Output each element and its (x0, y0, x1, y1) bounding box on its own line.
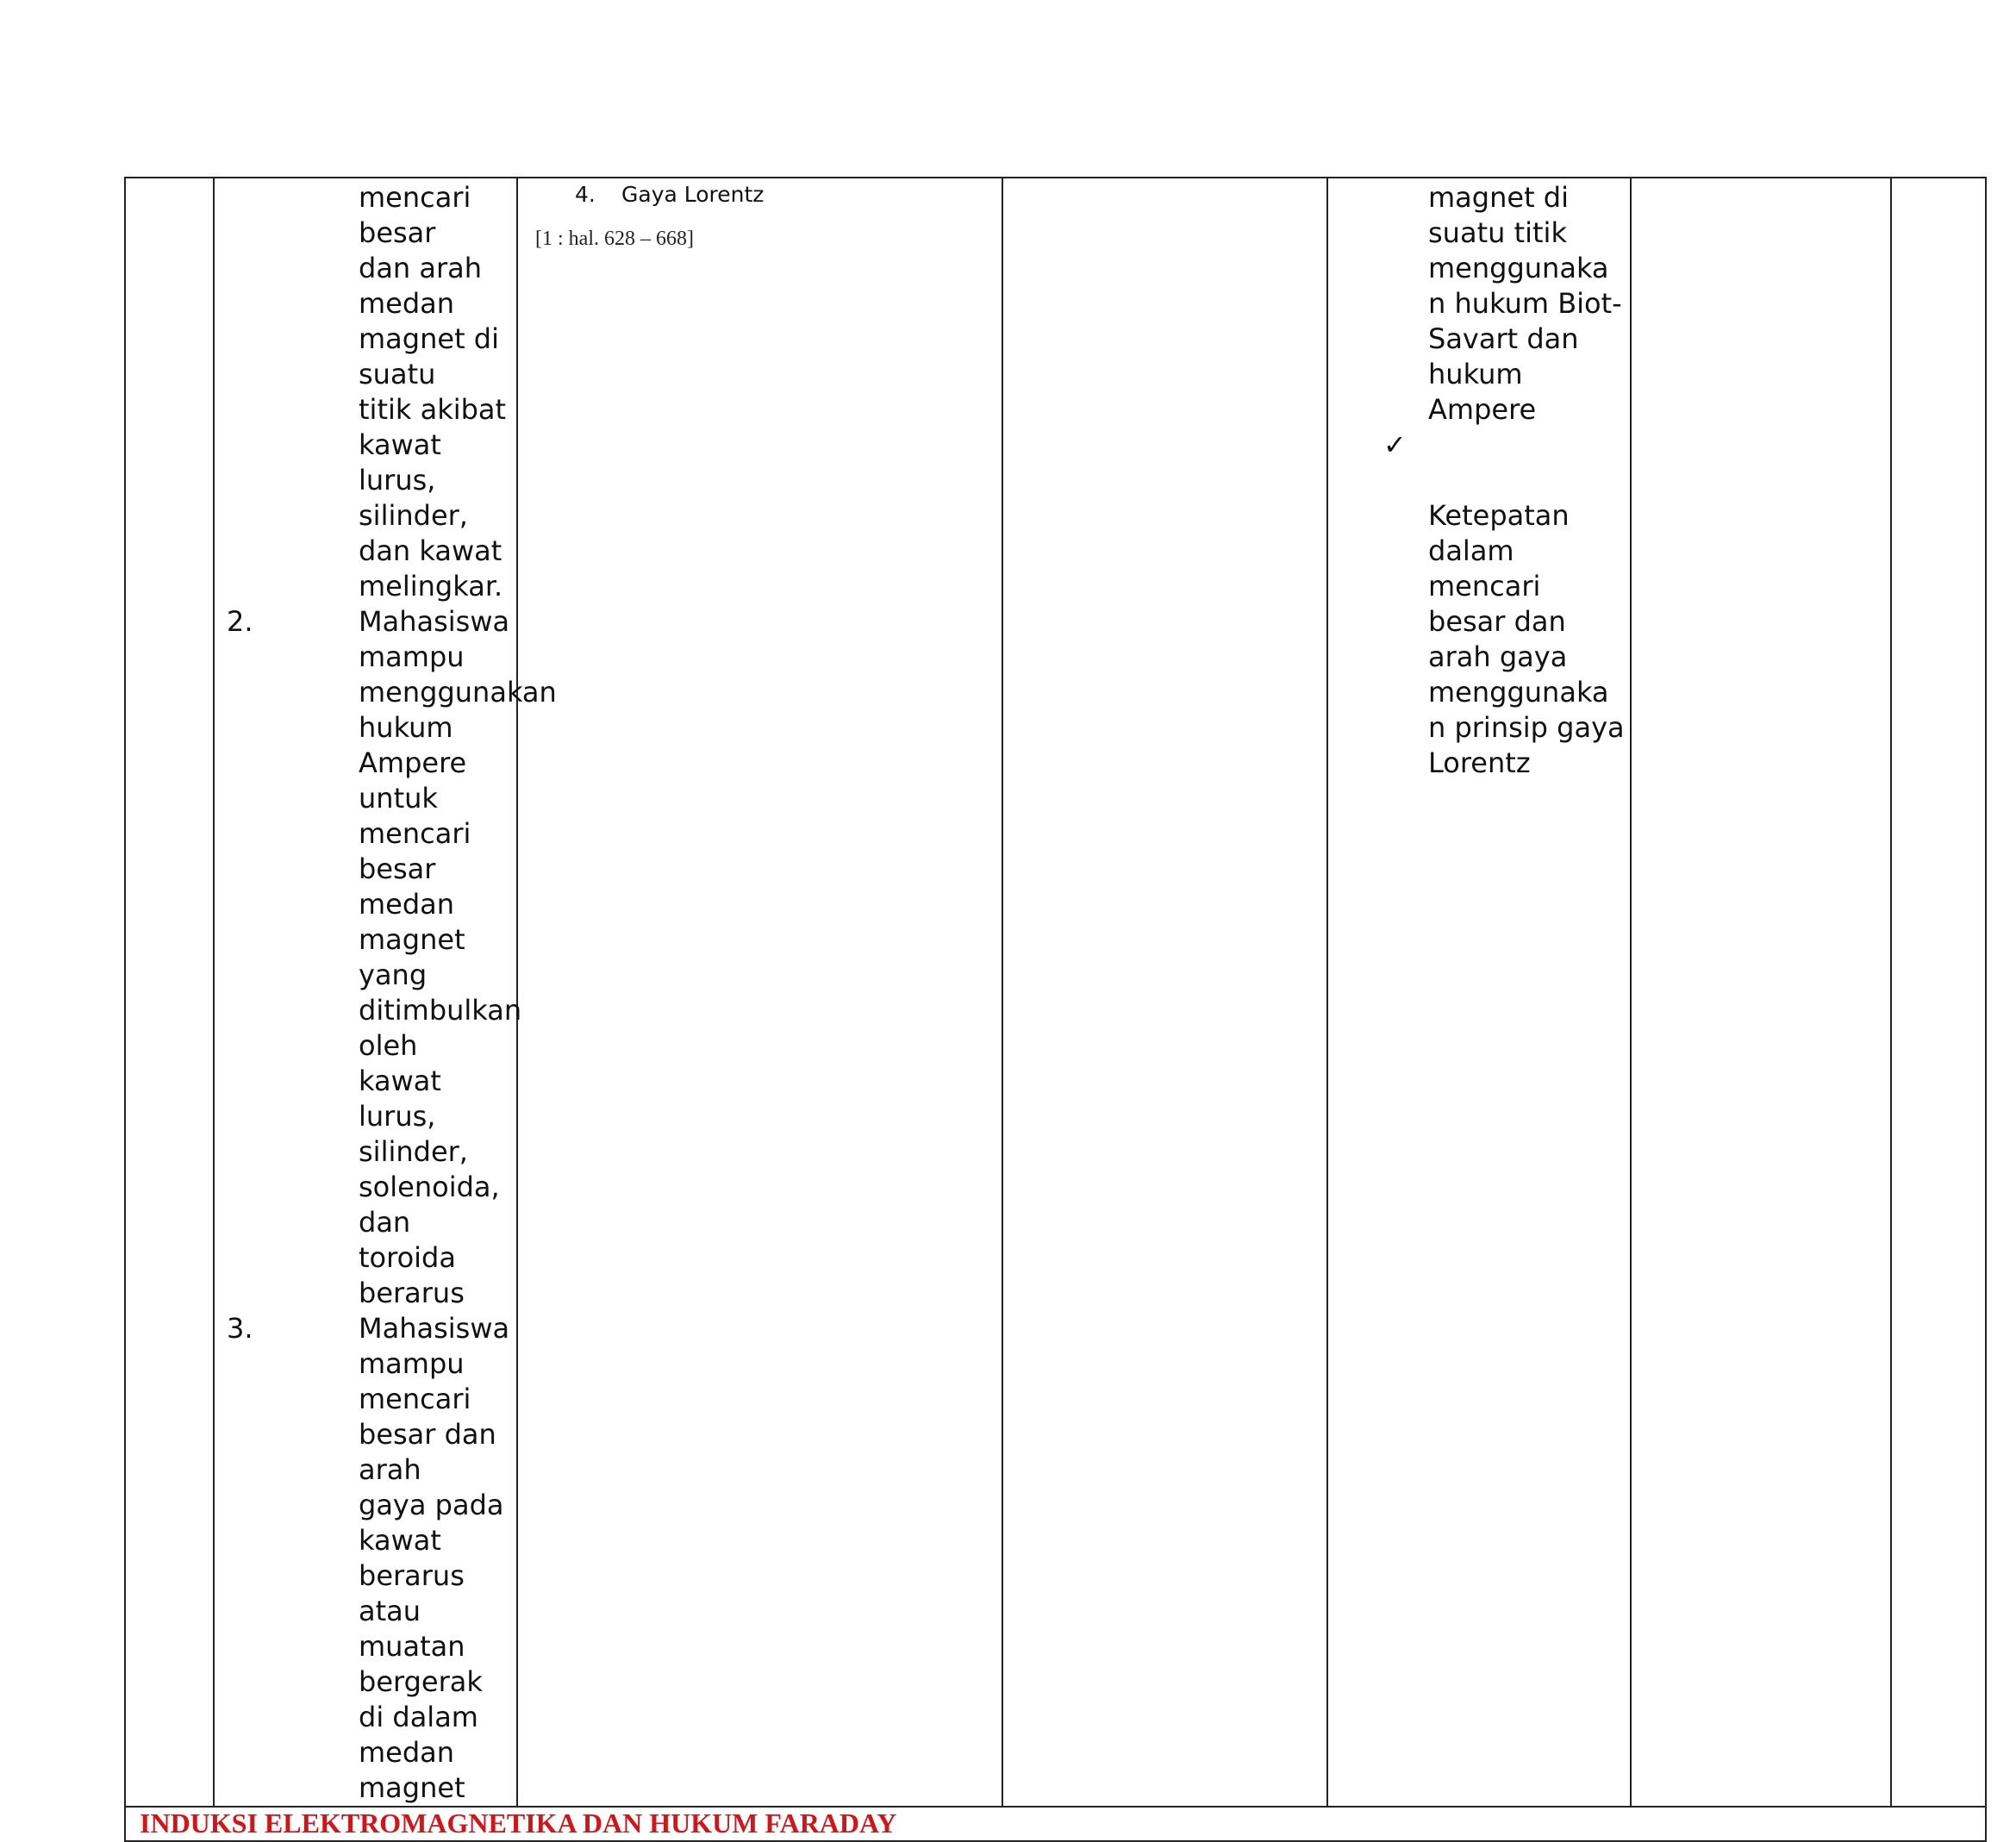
table-row (125, 1807, 1986, 1841)
list-item (215, 1311, 516, 1806)
table-row (125, 178, 1986, 1807)
list-number: 2. (227, 605, 253, 638)
objectives-cell (214, 178, 557, 1807)
criteria-item (1328, 428, 1630, 781)
objective-list (215, 604, 557, 1806)
method-cell (1002, 178, 1327, 1807)
objective-continuation: mencari besar dan arah medan magnet di suatu titik akibat kawat lurus, silinder, dan kawat melingkar. (359, 181, 507, 603)
reference-text: [1 : hal. 628 – 668] (535, 228, 694, 250)
assessment-cell (1631, 178, 1891, 1807)
list-text: Mahasiswa mampu mencari besar dan arah gaya pada kawat berarus atau muatan bergerak di dalam medan magnet (359, 1312, 510, 1804)
topic-text: Gaya Lorentz (621, 182, 765, 207)
course-plan-table (124, 177, 1987, 1842)
criteria-cell (1327, 178, 1631, 1807)
topic-item (535, 182, 1002, 207)
criteria-continuation: magnet di suatu titik menggunaka n hukum Biot- Savart dan hukum Ampere (1428, 181, 1622, 426)
topics-cell (517, 178, 1002, 1807)
check-icon: ✓ (1383, 428, 1407, 461)
section-title: INDUKSI ELEKTROMAGNETIKA DAN HUKUM FARADAY (125, 1807, 1986, 1841)
topic-number: 4. (575, 182, 596, 207)
list-text: Mahasiswa mampu menggunakan hukum Ampere untuk mencari besar medan magnet yang ditimbulkan oleh kawat lurus, silinder, solenoida, dan toroida berarus (359, 605, 557, 1309)
list-item (215, 604, 557, 1311)
criteria-text: Ketepatan dalam mencari besar dan arah gaya menggunaka n prinsip gaya Lorentz (1428, 499, 1625, 779)
list-number: 3. (227, 1312, 253, 1345)
week-cell (125, 178, 214, 1807)
weight-cell (1891, 178, 1986, 1807)
